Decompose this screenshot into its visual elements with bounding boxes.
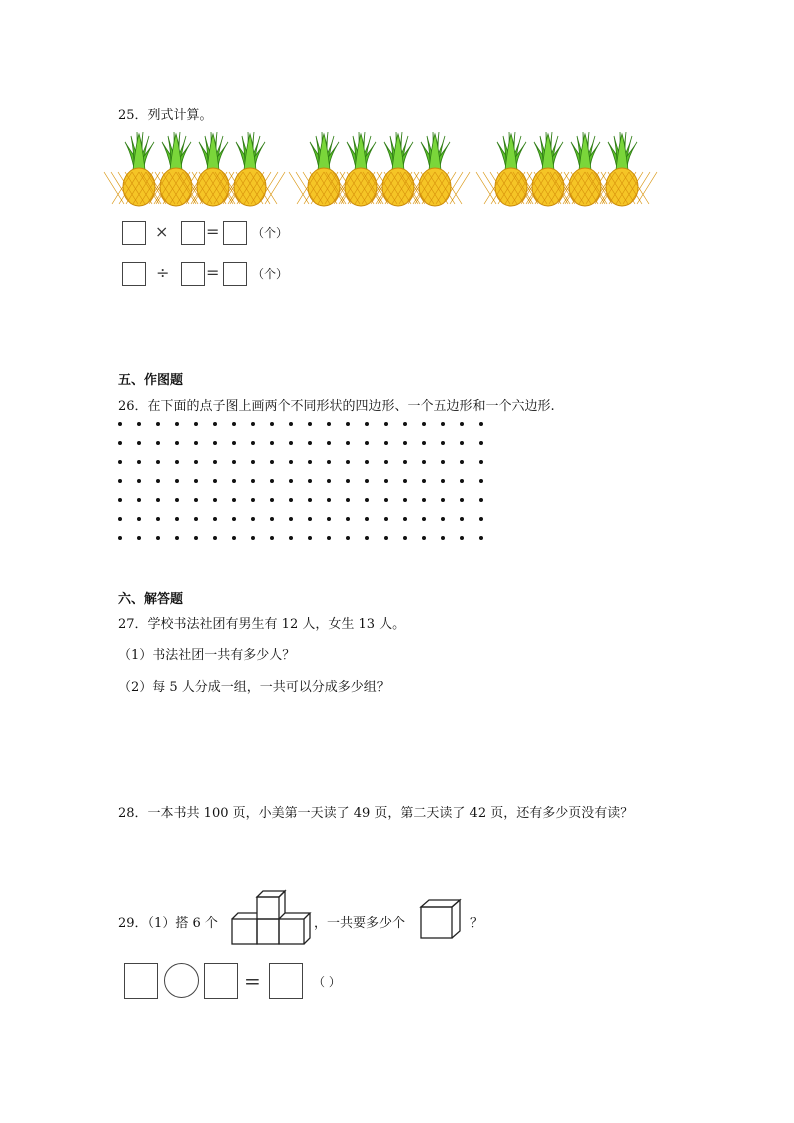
grid-dot[interactable] xyxy=(175,460,179,464)
grid-dot[interactable] xyxy=(460,422,464,426)
answer-box[interactable] xyxy=(181,262,205,286)
grid-dot[interactable] xyxy=(460,536,464,540)
grid-dot[interactable] xyxy=(289,460,293,464)
grid-dot[interactable] xyxy=(384,517,388,521)
grid-dot[interactable] xyxy=(118,498,122,502)
grid-dot[interactable] xyxy=(175,498,179,502)
unit-label: （ ） xyxy=(313,975,341,989)
grid-dot[interactable] xyxy=(422,441,426,445)
grid-dot[interactable] xyxy=(194,460,198,464)
grid-dot[interactable] xyxy=(213,460,217,464)
grid-dot[interactable] xyxy=(137,441,141,445)
grid-dot[interactable] xyxy=(365,517,369,521)
grid-dot[interactable] xyxy=(422,536,426,540)
grid-dot[interactable] xyxy=(175,441,179,445)
grid-dot[interactable] xyxy=(118,460,122,464)
section-heading-answers: 六、解答题 xyxy=(118,592,184,607)
grid-dot[interactable] xyxy=(175,517,179,521)
answer-box[interactable] xyxy=(122,221,146,245)
grid-dot[interactable] xyxy=(137,498,141,502)
grid-dot[interactable] xyxy=(441,498,445,502)
grid-dot[interactable] xyxy=(194,479,198,483)
grid-dot[interactable] xyxy=(479,441,483,445)
grid-dot[interactable] xyxy=(308,479,312,483)
grid-dot[interactable] xyxy=(308,517,312,521)
grid-dot[interactable] xyxy=(422,460,426,464)
grid-dot[interactable] xyxy=(137,517,141,521)
grid-dot[interactable] xyxy=(270,422,274,426)
grid-dot[interactable] xyxy=(460,517,464,521)
grid-dot[interactable] xyxy=(403,460,407,464)
grid-dot[interactable] xyxy=(137,536,141,540)
grid-dot[interactable] xyxy=(308,422,312,426)
grid-dot[interactable] xyxy=(194,536,198,540)
grid-dot[interactable] xyxy=(232,460,236,464)
answer-box[interactable] xyxy=(204,963,238,999)
grid-dot[interactable] xyxy=(232,422,236,426)
grid-dot[interactable] xyxy=(118,479,122,483)
grid-dot[interactable] xyxy=(156,422,160,426)
grid-dot[interactable] xyxy=(327,536,331,540)
equals-sign: = xyxy=(244,969,261,993)
grid-dot[interactable] xyxy=(479,460,483,464)
grid-dot[interactable] xyxy=(365,460,369,464)
grid-dot[interactable] xyxy=(232,517,236,521)
q29-middle: ，一共要多少个 xyxy=(314,916,406,931)
grid-dot[interactable] xyxy=(460,479,464,483)
grid-dot[interactable] xyxy=(156,536,160,540)
grid-dot[interactable] xyxy=(137,479,141,483)
grid-dot[interactable] xyxy=(118,422,122,426)
grid-dot[interactable] xyxy=(479,479,483,483)
divide-sign: ÷ xyxy=(156,263,170,282)
grid-dot[interactable] xyxy=(479,536,483,540)
q25-title: 25．列式计算。 xyxy=(118,108,213,123)
grid-dot[interactable] xyxy=(365,422,369,426)
grid-dot[interactable] xyxy=(479,498,483,502)
grid-dot[interactable] xyxy=(479,517,483,521)
grid-dot[interactable] xyxy=(137,460,141,464)
grid-dot[interactable] xyxy=(441,479,445,483)
grid-dot[interactable] xyxy=(232,441,236,445)
answer-box[interactable] xyxy=(223,262,247,286)
grid-dot[interactable] xyxy=(422,479,426,483)
grid-dot[interactable] xyxy=(175,536,179,540)
grid-dot[interactable] xyxy=(441,536,445,540)
cube-icon xyxy=(418,897,464,941)
grid-dot[interactable] xyxy=(289,517,293,521)
grid-dot[interactable] xyxy=(308,498,312,502)
grid-dot[interactable] xyxy=(194,498,198,502)
unit-label: （个） xyxy=(252,226,289,240)
grid-dot[interactable] xyxy=(251,517,255,521)
grid-dot[interactable] xyxy=(346,536,350,540)
grid-dot[interactable] xyxy=(460,441,464,445)
grid-dot[interactable] xyxy=(384,441,388,445)
grid-dot[interactable] xyxy=(441,422,445,426)
grid-dot[interactable] xyxy=(270,479,274,483)
grid-dot[interactable] xyxy=(384,479,388,483)
q29-suffix: ？ xyxy=(470,916,484,931)
grid-dot[interactable] xyxy=(213,498,217,502)
grid-dot[interactable] xyxy=(327,479,331,483)
answer-box[interactable] xyxy=(269,963,303,999)
grid-dot[interactable] xyxy=(403,479,407,483)
equals-sign: = xyxy=(206,263,220,282)
grid-dot[interactable] xyxy=(156,517,160,521)
grid-dot[interactable] xyxy=(365,498,369,502)
grid-dot[interactable] xyxy=(403,422,407,426)
grid-dot[interactable] xyxy=(251,460,255,464)
grid-dot[interactable] xyxy=(441,517,445,521)
answer-box[interactable] xyxy=(181,221,205,245)
grid-dot[interactable] xyxy=(384,498,388,502)
grid-dot[interactable] xyxy=(365,441,369,445)
grid-dot[interactable] xyxy=(194,441,198,445)
grid-dot[interactable] xyxy=(365,536,369,540)
grid-dot[interactable] xyxy=(213,517,217,521)
grid-dot[interactable] xyxy=(270,441,274,445)
grid-dot[interactable] xyxy=(232,498,236,502)
grid-dot[interactable] xyxy=(308,441,312,445)
grid-dot[interactable] xyxy=(251,536,255,540)
grid-dot[interactable] xyxy=(346,517,350,521)
grid-dot[interactable] xyxy=(156,498,160,502)
q26-title: 26．在下面的点子图上画两个不同形状的四边形、一个五边形和一个六边形. xyxy=(118,399,555,414)
grid-dot[interactable] xyxy=(403,536,407,540)
grid-dot[interactable] xyxy=(384,422,388,426)
grid-dot[interactable] xyxy=(403,498,407,502)
grid-dot[interactable] xyxy=(403,441,407,445)
grid-dot[interactable] xyxy=(346,422,350,426)
grid-dot[interactable] xyxy=(289,479,293,483)
grid-dot[interactable] xyxy=(175,479,179,483)
grid-dot[interactable] xyxy=(327,422,331,426)
grid-dot[interactable] xyxy=(213,422,217,426)
grid-dot[interactable] xyxy=(365,479,369,483)
grid-dot[interactable] xyxy=(270,536,274,540)
q27-sub-question-1: （1）书法社团一共有多少人？ xyxy=(118,648,296,663)
grid-dot[interactable] xyxy=(327,441,331,445)
grid-dot[interactable] xyxy=(289,441,293,445)
grid-dot[interactable] xyxy=(251,422,255,426)
grid-dot[interactable] xyxy=(441,460,445,464)
grid-dot[interactable] xyxy=(327,498,331,502)
grid-dot[interactable] xyxy=(156,441,160,445)
grid-dot[interactable] xyxy=(251,441,255,445)
grid-dot[interactable] xyxy=(441,441,445,445)
grid-dot[interactable] xyxy=(194,422,198,426)
grid-dot[interactable] xyxy=(384,536,388,540)
grid-dot[interactable] xyxy=(308,460,312,464)
grid-dot[interactable] xyxy=(422,422,426,426)
times-sign: × xyxy=(155,222,169,241)
grid-dot[interactable] xyxy=(327,517,331,521)
grid-dot[interactable] xyxy=(270,460,274,464)
grid-dot[interactable] xyxy=(251,498,255,502)
grid-dot[interactable] xyxy=(156,479,160,483)
grid-dot[interactable] xyxy=(232,536,236,540)
q27-sub-question-2: （2）每 5 人分成一组，一共可以分成多少组？ xyxy=(118,680,390,695)
dot-grid[interactable] xyxy=(115,418,495,548)
operator-circle[interactable] xyxy=(164,963,199,998)
q27-title: 27．学校书法社团有男生有 12 人，女生 13 人。 xyxy=(118,617,406,632)
answer-box[interactable] xyxy=(124,963,158,999)
grid-dot[interactable] xyxy=(270,517,274,521)
grid-dot[interactable] xyxy=(175,422,179,426)
pineapple-illustration xyxy=(110,130,670,210)
grid-dot[interactable] xyxy=(213,441,217,445)
grid-dot[interactable] xyxy=(251,479,255,483)
grid-dot[interactable] xyxy=(346,498,350,502)
grid-dot[interactable] xyxy=(289,422,293,426)
grid-dot[interactable] xyxy=(460,498,464,502)
grid-dot[interactable] xyxy=(289,536,293,540)
grid-dot[interactable] xyxy=(327,460,331,464)
answer-box[interactable] xyxy=(223,221,247,245)
answer-box[interactable] xyxy=(122,262,146,286)
grid-dot[interactable] xyxy=(213,536,217,540)
grid-dot[interactable] xyxy=(118,536,122,540)
grid-dot[interactable] xyxy=(384,460,388,464)
grid-dot[interactable] xyxy=(194,517,198,521)
grid-dot[interactable] xyxy=(118,517,122,521)
grid-dot[interactable] xyxy=(118,441,122,445)
grid-dot[interactable] xyxy=(346,460,350,464)
grid-dot[interactable] xyxy=(422,517,426,521)
grid-dot[interactable] xyxy=(346,479,350,483)
cube-stack-icon xyxy=(229,888,311,946)
unit-label: （个） xyxy=(252,267,289,281)
q28-title: 28．一本书共 100 页，小美第一天读了 49 页，第二天读了 42 页，还有多少页没有读？ xyxy=(118,806,634,821)
grid-dot[interactable] xyxy=(289,498,293,502)
grid-dot[interactable] xyxy=(479,422,483,426)
grid-dot[interactable] xyxy=(232,479,236,483)
grid-dot[interactable] xyxy=(422,498,426,502)
grid-dot[interactable] xyxy=(137,422,141,426)
q29-prefix: 29．（1）搭 6 个 xyxy=(118,916,218,931)
equals-sign: = xyxy=(206,222,220,241)
grid-dot[interactable] xyxy=(460,460,464,464)
grid-dot[interactable] xyxy=(156,460,160,464)
grid-dot[interactable] xyxy=(403,517,407,521)
section-heading-drawing: 五、作图题 xyxy=(118,373,184,388)
grid-dot[interactable] xyxy=(308,536,312,540)
grid-dot[interactable] xyxy=(213,479,217,483)
grid-dot[interactable] xyxy=(270,498,274,502)
grid-dot[interactable] xyxy=(346,441,350,445)
